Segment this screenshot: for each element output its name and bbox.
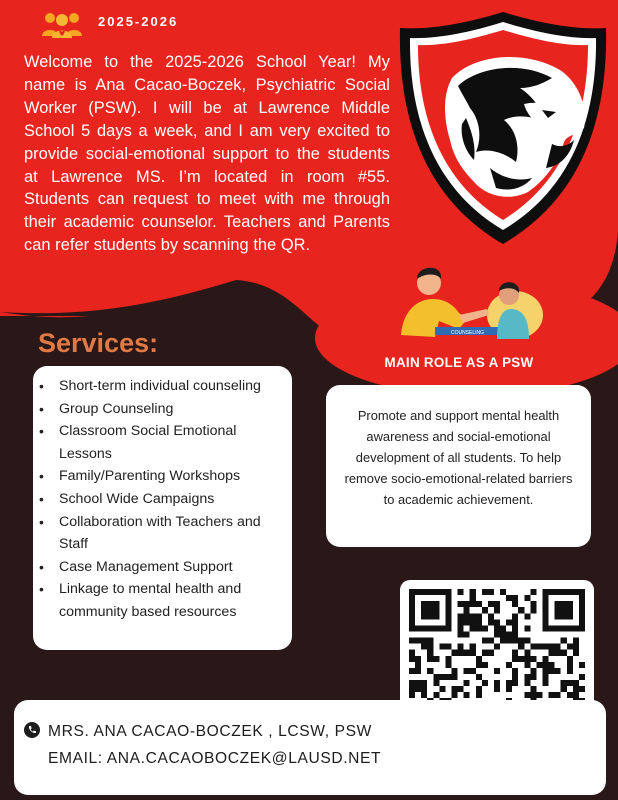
qr-module <box>494 625 500 631</box>
qr-module <box>506 638 512 644</box>
role-description: Promote and support mental health awareness and social-emotional development of all students. To help remove socio-emotional-related barriers to academic achievement. <box>344 408 573 507</box>
qr-module <box>458 613 464 619</box>
qr-module <box>530 607 536 613</box>
qr-module <box>470 619 476 625</box>
qr-module <box>494 607 500 613</box>
qr-module <box>409 686 415 692</box>
services-card <box>33 366 292 650</box>
qr-module <box>415 662 421 668</box>
qr-module <box>573 650 579 656</box>
qr-module <box>451 692 457 698</box>
qr-module <box>427 638 433 644</box>
qr-module <box>476 619 482 625</box>
qr-module <box>512 613 518 619</box>
qr-module <box>561 650 567 656</box>
service-item: • Group Counseling <box>55 398 286 421</box>
lion-shield-icon <box>392 8 614 248</box>
qr-module <box>506 662 512 668</box>
qr-module <box>530 674 536 680</box>
qr-module <box>506 686 512 692</box>
qr-module <box>555 668 561 674</box>
service-item: • School Wide Campaigns <box>55 488 286 511</box>
qr-module <box>458 601 464 607</box>
contact-card <box>14 700 606 795</box>
qr-module <box>458 625 464 631</box>
qr-module <box>573 680 579 686</box>
qr-module <box>573 638 579 644</box>
qr-module <box>530 686 536 692</box>
qr-module <box>555 650 561 656</box>
qr-module <box>549 662 555 668</box>
qr-module <box>543 674 549 680</box>
contact-name: MRS. ANA CACAO-BOCZEK , LCSW, PSW <box>48 723 372 740</box>
qr-module <box>421 692 427 698</box>
role-card <box>326 385 591 547</box>
qr-module <box>579 674 585 680</box>
qr-module <box>512 625 518 631</box>
qr-module <box>567 644 573 650</box>
qr-module <box>439 644 445 650</box>
qr-module <box>512 619 518 625</box>
qr-module <box>494 619 500 625</box>
qr-module <box>476 601 482 607</box>
qr-module <box>458 631 464 637</box>
qr-module <box>464 613 470 619</box>
qr-module <box>409 638 415 644</box>
qr-module <box>549 668 555 674</box>
qr-module <box>549 692 555 698</box>
qr-module <box>512 650 518 656</box>
qr-module <box>488 601 494 607</box>
service-item: • Case Management Support <box>55 556 286 579</box>
services-title: Services: <box>38 328 159 358</box>
welcome-paragraph: Welcome to the 2025-2026 School Year! My name is Ana Cacao-Boczek, Psychiatric Social Worker (PSW). I will be at Lawrence Middle School 5 days a week, and I am very excited to provide social-emotional support to the students at Lawrence MS. I’m located in room #55. Students can request to meet with me through their academic counselor. Teachers and Parents can refer students by scanning the QR. <box>24 53 390 255</box>
qr-module <box>524 674 530 680</box>
qr-module <box>524 625 530 631</box>
qr-module <box>555 644 561 650</box>
qr-module <box>524 680 530 686</box>
qr-module <box>530 589 536 595</box>
people-group-icon <box>40 10 84 40</box>
qr-module <box>470 601 476 607</box>
qr-module <box>476 674 482 680</box>
services-list <box>33 366 292 624</box>
qr-module <box>445 656 451 662</box>
qr-module <box>464 692 470 698</box>
qr-module <box>482 589 488 595</box>
qr-module <box>415 686 421 692</box>
qr-module <box>421 638 427 644</box>
qr-module <box>494 668 500 674</box>
qr-module <box>482 638 488 644</box>
qr-module <box>458 650 464 656</box>
qr-module <box>494 686 500 692</box>
qr-module <box>464 680 470 686</box>
qr-module <box>488 613 494 619</box>
service-item: • Linkage to mental health and community based resources <box>55 578 286 623</box>
qr-module <box>512 601 518 607</box>
qr-module <box>579 686 585 692</box>
qr-module <box>458 686 464 692</box>
qr-module <box>506 631 512 637</box>
qr-module <box>451 686 457 692</box>
qr-module <box>567 692 573 698</box>
qr-module <box>530 656 536 662</box>
qr-module <box>543 662 549 668</box>
qr-module <box>409 680 415 686</box>
qr-module <box>488 619 494 625</box>
qr-module <box>488 589 494 595</box>
qr-module <box>494 680 500 686</box>
qr-module <box>512 595 518 601</box>
qr-module <box>476 662 482 668</box>
qr-module <box>524 656 530 662</box>
qr-module <box>549 650 555 656</box>
qr-module <box>524 650 530 656</box>
qr-module <box>451 668 457 674</box>
qr-module <box>451 674 457 680</box>
qr-module <box>555 692 561 698</box>
phone-icon <box>24 722 40 738</box>
qr-module <box>476 686 482 692</box>
qr-module <box>433 674 439 680</box>
qr-module <box>561 686 567 692</box>
qr-module <box>573 644 579 650</box>
qr-module <box>524 595 530 601</box>
qr-module <box>427 656 433 662</box>
qr-module <box>536 662 542 668</box>
qr-module <box>543 668 549 674</box>
qr-module <box>518 638 524 644</box>
qr-module <box>470 650 476 656</box>
service-item: • Collaboration with Teachers and Staff <box>55 511 286 556</box>
qr-module <box>567 680 573 686</box>
qr-module <box>445 662 451 668</box>
qr-module <box>421 601 439 619</box>
qr-module <box>549 644 555 650</box>
qr-module <box>470 613 476 619</box>
qr-module <box>482 607 488 613</box>
qr-module <box>464 619 470 625</box>
qr-module <box>409 656 415 662</box>
qr-module <box>427 644 433 650</box>
qr-module <box>518 644 524 650</box>
qr-module <box>464 601 470 607</box>
contact-email[interactable]: EMAIL: ANA.CACAOBOCZEK@LAUSD.NET <box>48 750 382 767</box>
qr-module <box>573 686 579 692</box>
qr-module <box>415 638 421 644</box>
qr-module <box>476 613 482 619</box>
school-year-label: 2025-2026 <box>98 14 179 29</box>
qr-module <box>415 680 421 686</box>
qr-module <box>451 650 457 656</box>
qr-module <box>427 650 433 656</box>
qr-module <box>567 662 573 668</box>
qr-module <box>409 692 415 698</box>
service-item: • Classroom Social Emotional Lessons <box>55 420 286 465</box>
qr-module <box>464 668 470 674</box>
qr-module <box>567 668 573 674</box>
qr-module <box>470 625 476 631</box>
qr-module <box>543 644 549 650</box>
qr-module <box>543 680 549 686</box>
qr-module <box>530 692 536 698</box>
qr-module <box>579 662 585 668</box>
service-item: • Short-term individual counseling <box>55 375 286 398</box>
qr-module <box>524 613 530 619</box>
qr-module <box>555 601 573 619</box>
qr-module <box>524 692 530 698</box>
qr-module <box>567 656 573 662</box>
qr-module <box>421 680 427 686</box>
qr-module <box>543 656 549 662</box>
qr-module <box>512 638 518 644</box>
qr-module <box>494 601 500 607</box>
qr-module <box>512 674 518 680</box>
qr-module <box>433 680 439 686</box>
qr-module <box>458 644 464 650</box>
qr-module <box>445 674 451 680</box>
qr-module <box>506 595 512 601</box>
qr-module <box>494 644 500 650</box>
qr-module <box>415 668 421 674</box>
qr-module <box>524 638 530 644</box>
qr-module <box>421 686 427 692</box>
qr-module <box>512 656 518 662</box>
qr-module <box>470 589 476 595</box>
qr-module <box>439 686 445 692</box>
illustration-book-label: COUNSELING <box>451 330 485 336</box>
qr-module <box>524 662 530 668</box>
qr-module <box>573 692 579 698</box>
qr-module <box>500 589 506 595</box>
qr-module <box>536 644 542 650</box>
qr-module <box>488 650 494 656</box>
qr-module <box>530 644 536 650</box>
service-item: • Family/Parenting Workshops <box>55 465 286 488</box>
qr-module <box>500 638 506 644</box>
qr-module <box>500 625 506 631</box>
qr-module <box>458 589 464 595</box>
qr-module <box>506 619 512 625</box>
qr-module <box>530 601 536 607</box>
main-role-badge: MAIN ROLE AS A PSW <box>355 347 563 379</box>
qr-module <box>445 644 451 650</box>
qr-module <box>506 680 512 686</box>
qr-module <box>518 607 524 613</box>
qr-module <box>512 680 518 686</box>
qr-module <box>427 668 433 674</box>
qr-module <box>421 644 427 650</box>
qr-module <box>476 692 482 698</box>
qr-module <box>530 668 536 674</box>
qr-module <box>561 638 567 644</box>
qr-module <box>415 656 421 662</box>
qr-module <box>512 668 518 674</box>
qr-module <box>488 638 494 644</box>
qr-module <box>482 680 488 686</box>
qr-module <box>464 650 470 656</box>
qr-module <box>409 668 415 674</box>
qr-module <box>433 656 439 662</box>
qr-module <box>476 625 482 631</box>
qr-module <box>561 680 567 686</box>
qr-module <box>470 644 476 650</box>
qr-module <box>482 625 488 631</box>
qr-module <box>482 650 488 656</box>
qr-module <box>458 619 464 625</box>
qr-module <box>512 631 518 637</box>
qr-module <box>536 692 542 698</box>
counseling-session-icon <box>395 255 545 343</box>
qr-module <box>482 662 488 668</box>
qr-module <box>518 656 524 662</box>
qr-module <box>439 674 445 680</box>
qr-module <box>500 631 506 637</box>
qr-module <box>494 631 500 637</box>
qr-module <box>470 595 476 601</box>
qr-module <box>464 607 470 613</box>
qr-module <box>464 631 470 637</box>
qr-module <box>409 650 415 656</box>
qr-module <box>470 668 476 674</box>
qr-module <box>433 692 439 698</box>
qr-module <box>476 656 482 662</box>
